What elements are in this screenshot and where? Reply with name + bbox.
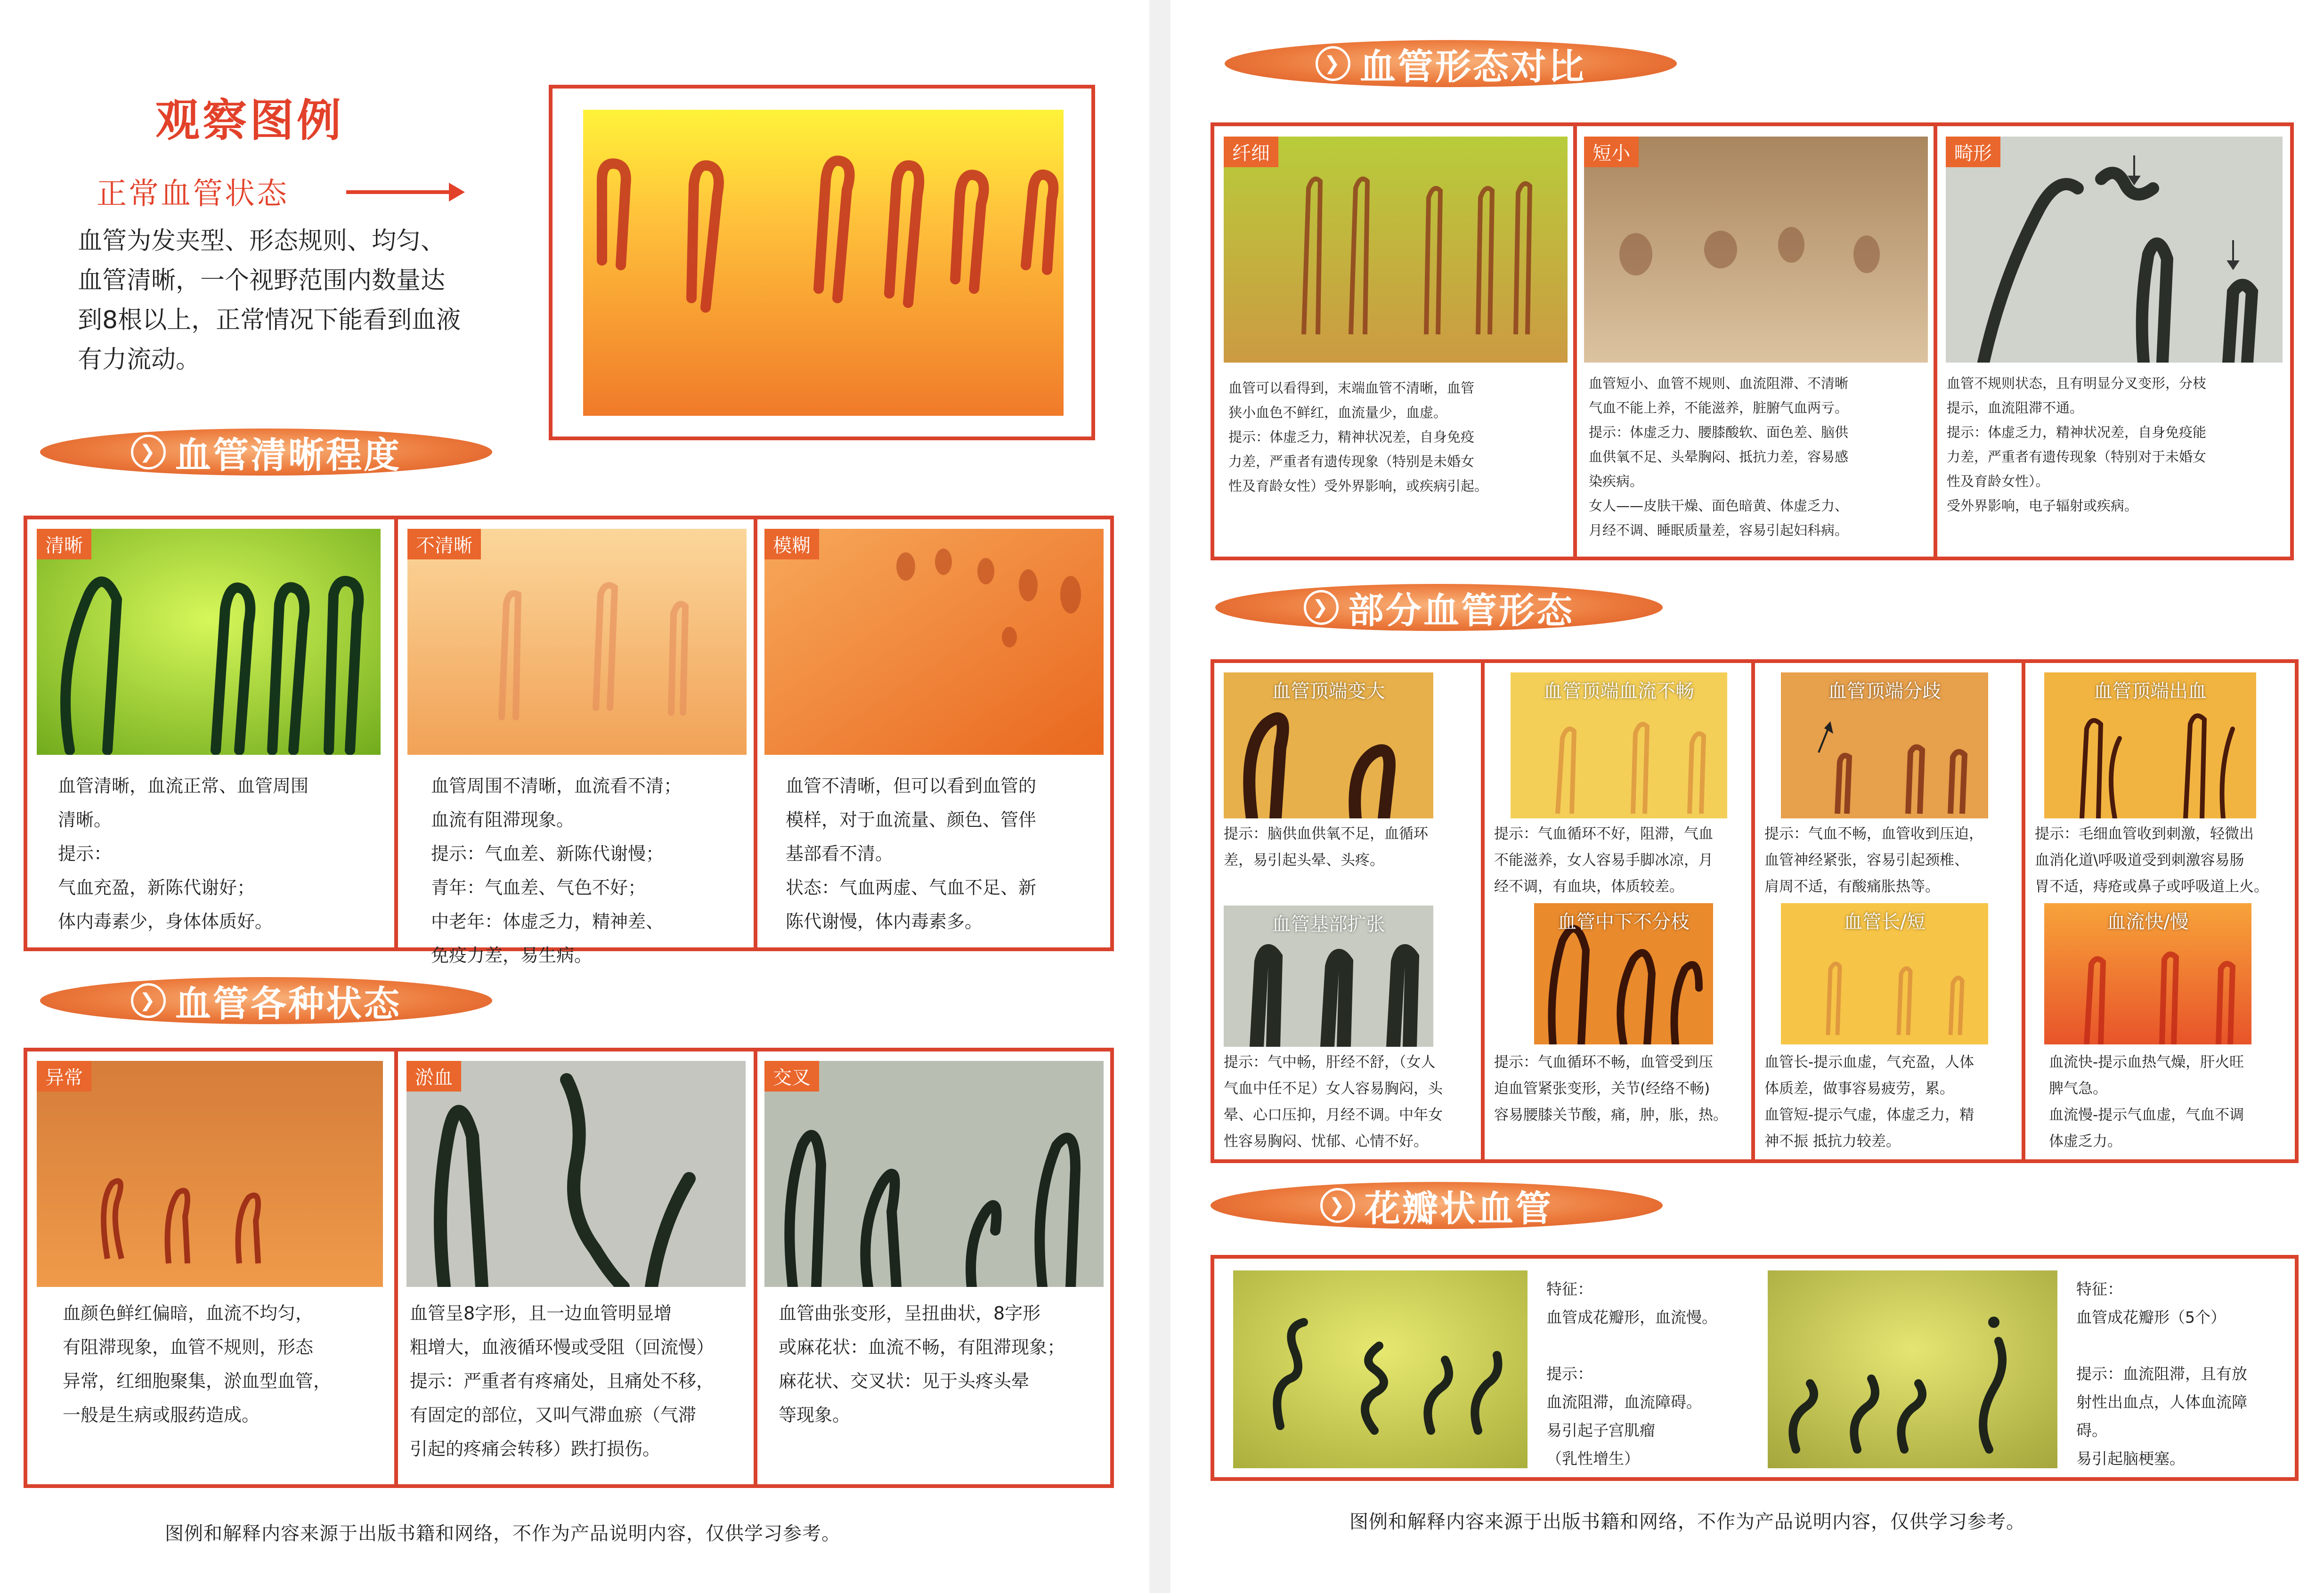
morph-card-short [1577,126,1937,557]
flow-speed-image [2044,903,2251,1044]
petal-vessel-image-1 [1233,1270,1528,1468]
section-heading-clarity [40,429,492,476]
card-text: 血管可以看得到，末端血管不清晰，血管 狭小血色不鲜红，血流量少，血虚。 提示：体虚乏力，精神状况差，自身免疫 力差，严重者有遗传现象（特别是未婚女 性及育龄女性）受外界影响，或疾病引起。 [1228,380,1488,494]
card-text: 提示：脑供血供氧不足，血循环 差，易引起头晕、头疼。 [1224,825,1428,869]
petal-panel [1211,1255,2299,1481]
capillary-photo [1233,1270,1528,1468]
normal-vessel-image [583,110,1064,416]
section-heading-states [40,977,492,1024]
card-tag: 血管顶端出血 [2094,680,2207,702]
capillary-photo [1584,137,1928,363]
blurry-vessel-image [764,529,1104,755]
capillary-photo [407,529,747,755]
state-card-abnormal [27,1051,398,1484]
capillary-photo [37,1061,383,1287]
card-tag: 畸形 [1946,137,2000,167]
card-text: 血管短小、血管不规则、血流阻滞、不清晰 气血不能上养，不能滋养，脏腑气血两亏。 提示：体虚乏力、腰膝酸软、面色差、脑供 血供氧不足、头晕胸闷、抵抗力差，容易感 染疾病。 女人——皮肤干燥、面色暗黄、体虚乏力、 月经不调、睡眠质量差，容易引起妇科病。 [1589,375,1849,538]
section-heading-partial [1215,584,1663,631]
tip-branching-image [1781,672,1988,818]
section-title: 血管清晰程度 [175,434,401,476]
normal-vessel-heading: 正常血管状态 [97,177,289,211]
state-card-stasis [398,1051,757,1484]
section-heading-petal [1211,1182,1663,1229]
chevron-right-icon: ❯ [1320,1188,1355,1223]
partial-panel [1211,659,2299,1163]
unclear-vessel-image [407,529,747,755]
chevron-right-icon: ❯ [131,983,166,1018]
capillary-photo [1946,137,2283,363]
card-text: 血管长-提示血虚，气充盈，人体 体质差，做事容易疲劳，累。 血管短-提示气虚，体虚乏力，精 神不振 抵抗力较差。 [1764,1054,1975,1150]
capillary-photo [1224,137,1568,363]
normal-vessel-image-frame [549,85,1095,440]
intro-line: 到8根以上，正常情况下能看到血液 [78,306,461,334]
card-text: 血管清晰，血流正常、血管周围 清晰。 提示： 气血充盈，新陈代谢好； 体内毒素少，身体体质好。 [58,776,309,932]
capillary-photo [764,529,1104,755]
card-text: 提示：气血循环不畅，血管受到压 迫血管紧张变形，关节(经络不畅) 容易腰膝关节酸，痛，肿，胀，热。 [1494,1054,1728,1124]
card-tag: 交叉 [764,1061,819,1092]
card-tag: 血管顶端分歧 [1828,680,1941,702]
capillary-photo [1768,1270,2057,1468]
thin-vessel-image [1224,137,1568,363]
mid-no-branch-image [1534,903,1713,1044]
right-page [1170,0,2324,1593]
card-tag: 血管顶端变大 [1272,680,1385,702]
chevron-right-icon: ❯ [1304,590,1339,625]
card-tag: 模糊 [764,529,819,559]
partial-col-3 [1755,663,2025,1159]
abnormal-vessel-image [37,1061,383,1287]
partial-col-4 [2025,663,2295,1159]
footer-note: 图例和解释内容来源于出版书籍和网络，不作为产品说明内容，仅供学习参考。 [1349,1511,2025,1533]
card-tag: 不清晰 [407,529,481,559]
morph-card-deformed [1937,126,2290,557]
capillary-photo [764,1061,1104,1287]
page-title: 观察图例 [155,95,344,146]
card-tag: 清晰 [37,529,91,559]
stasis-vessel-image [406,1061,746,1287]
card-text: 血颜色鲜红偏暗，血流不均匀， 有阻滞现象，血管不规则，形态 异常，红细胞聚集，淤血型血管， 一般是生病或服药造成。 [63,1303,332,1425]
section-title: 血管各种状态 [175,982,401,1025]
arrow-right-icon [346,190,455,194]
section-title: 血管形态对比 [1360,45,1586,88]
card-text: 血管不清晰，但可以看到血管的 模样，对于血流量、颜色、管伴 基部看不清。 状态：气血两虚、气血不足、新 陈代谢慢，体内毒素多。 [786,776,1037,932]
card-tag: 血管顶端血流不畅 [1544,680,1694,702]
clarity-panel [24,516,1114,966]
card-text: 提示：气血不畅，血管收到压迫， 血管神经紧张，容易引起颈椎、 肩周不适，有酸痛胀热等。 [1764,825,1983,895]
card-text: 血管周围不清晰，血流看不清； 血流有阻滞现象。 提示：气血差、新陈代谢慢； 青年：气血差、气色不好； 中老年：体虚乏力，精神差、 免疫力差，易生病。 [431,776,682,966]
base-dilated-image [1224,906,1433,1047]
card-text: 提示：气中畅，肝经不舒，（女人 气血中任不足）女人容易胸闷，头 晕、心口压抑，月经不调。中年女 性容易胸闷、忧郁、心情不好。 [1224,1054,1443,1150]
deformed-vessel-image [1946,137,2283,363]
card-tag: 血管长/短 [1844,911,1926,933]
card-text: 血管曲张变形，呈扭曲状，8字形 或麻花状：血流不畅，有阻滞现象； 麻花状、交叉状：见于头疼头晕 等现象。 [779,1303,1065,1425]
clarity-card-clear [27,519,398,947]
page-gutter [1149,0,1170,1593]
clarity-card-blurry [757,519,1110,947]
length-image [1781,903,1988,1044]
capillary-photo [406,1061,746,1287]
chevron-right-icon: ❯ [1316,46,1350,81]
clarity-card-unclear [398,519,757,966]
states-panel [24,1048,1114,1488]
card-text: 血管不规则状态，且有明显分叉变形，分枝 提示，血流阻滞不通。 提示：体虚乏力，精神状况差，自身免疫能 力差，严重者有遗传现象（特别对于未婚女 性及育龄女性）。 受外界影响，电子辐射或疾病。 [1947,375,2207,514]
intro-line: 血管为发夹型、形态规则、均匀、 [78,227,446,255]
tip-bleeding-image [2044,672,2256,818]
capillary-photo [37,529,381,755]
card-tag: 异常 [37,1061,91,1092]
card-text: 血流快-提示血热气燥，肝火旺 脾气急。 血流慢-提示气血虚，气血不调 体虚乏力。 [2049,1054,2244,1150]
petal-text-1: 特征： 血管成花瓣形，血流慢。 提示： 血流阻滞，血流障碍。 易引起子宫肌瘤 （乳性增生） [1546,1280,1717,1468]
card-tag: 纤细 [1224,137,1278,167]
capillary-photo [583,110,1064,416]
short-vessel-image [1584,137,1928,363]
card-tag: 血流快/慢 [2107,911,2189,933]
tip-enlarged-image [1224,672,1433,818]
chevron-right-icon: ❯ [131,435,166,469]
card-tag: 血管中下不分枝 [1558,911,1690,933]
partial-col-2 [1485,663,1755,1159]
section-heading-morphology [1225,40,1677,87]
card-tag: 淤血 [406,1061,461,1092]
section-title: 部分血管形态 [1348,589,1574,631]
morph-card-thin [1214,126,1577,557]
intro-text [78,221,461,380]
state-card-cross [757,1051,1110,1484]
left-page [0,0,1149,1593]
partial-col-1 [1214,663,1485,1159]
cross-vessel-image [764,1061,1104,1287]
card-tag: 短小 [1584,137,1639,167]
card-text: 提示：毛细血管收到刺激，轻微出 血消化道\呼吸道受到刺激容易肠 胃不适，痔疮或鼻子或呼吸道上火。 [2035,825,2268,895]
tip-flow-poor-image [1511,672,1727,818]
petal-text-2: 特征： 血管成花瓣形（5个） 提示：血流阻滞，且有放 射性出血点，人体血流障 碍。 易引起脑梗塞。 [2076,1280,2247,1468]
intro-line: 有力流动。 [78,346,201,374]
card-text: 血管呈8字形，且一边血管明显增 粗增大，血液循环慢或受阻（回流慢） 提示：严重者有疼痛处，且痛处不移， 有固定的部位，又叫气滞血瘀（气滞 引起的疼痛会转移）跌打损伤。 [410,1303,715,1459]
section-title: 花瓣状血管 [1365,1187,1553,1229]
card-text: 提示：气血循环不好，阻滞，气血 不能滋养，女人容易手脚冰凉，月 经不调，有血块，体质较差。 [1494,825,1713,895]
footer-note: 图例和解释内容来源于出版书籍和网络，不作为产品说明内容，仅供学习参考。 [165,1523,841,1544]
intro-line: 血管清晰，一个视野范围内数量达 [78,267,446,295]
petal-vessel-image-2 [1768,1270,2057,1468]
morphology-panel [1211,122,2294,560]
clear-vessel-image [37,529,381,755]
card-tag: 血管基部扩张 [1272,914,1385,935]
